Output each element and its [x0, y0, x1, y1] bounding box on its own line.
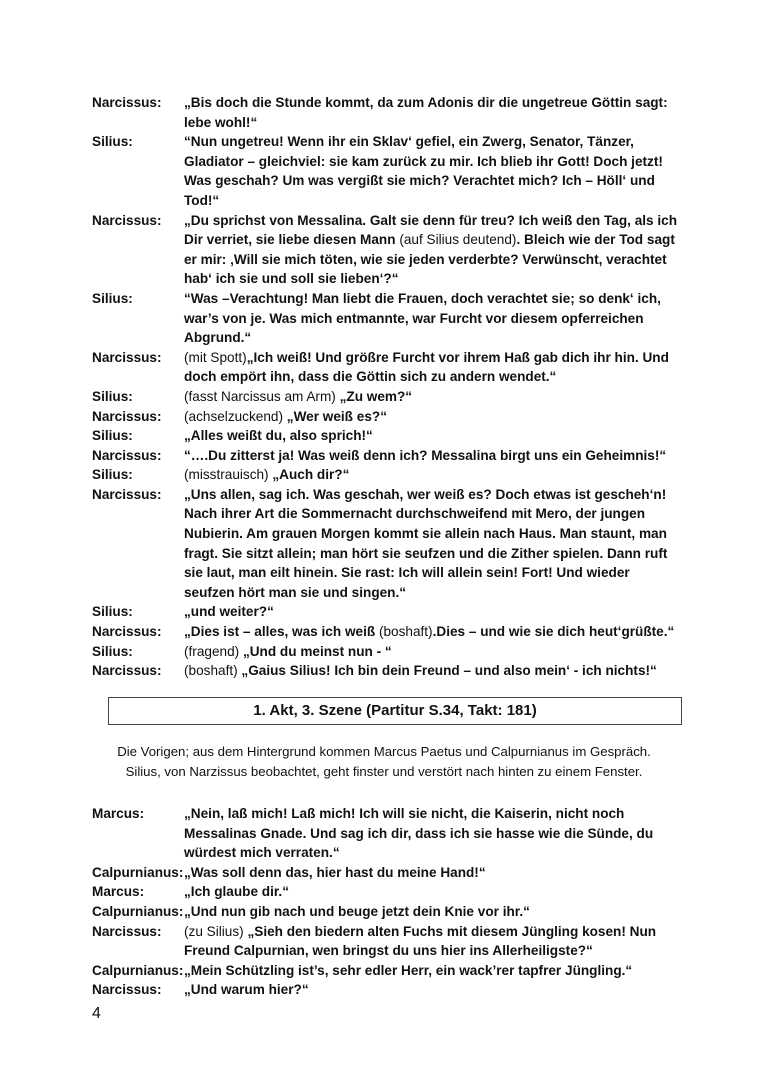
spoken-text: “Was –Verachtung! Man liebt die Frauen, doch verachtet sie; so denk‘ ich, war’s von je. Was mich entmannte, war Furcht vor diesem opferreichen Abgrund.“ — [184, 290, 661, 346]
spoken-text: „Mein Schützling ist’s, sehr edler Herr, ein wack’rer tapfrer Jüngling.“ — [184, 962, 633, 978]
stage-note: (achselzuckend) — [184, 408, 287, 424]
speech-text — [184, 348, 682, 387]
speech-text — [184, 93, 682, 132]
speech-text — [184, 446, 682, 466]
dialogue-line — [92, 661, 682, 681]
dialogue-line — [92, 642, 682, 662]
spoken-text: „Und du meinst nun - “ — [242, 643, 392, 659]
spoken-text: „Alles weißt du, also sprich!“ — [184, 428, 373, 444]
speech-text — [184, 465, 682, 485]
speech-text — [184, 211, 682, 289]
dialogue-line — [92, 980, 682, 1000]
spoken-text: „Du sprichst von Messalina. Galt sie denn für treu? Ich weiß den Tag, als ich Dir verriet, sie liebe diesen Mann — [184, 212, 678, 248]
spoken-text: „und weiter?“ — [184, 604, 274, 620]
speaker-name: Narcissus: — [92, 95, 162, 110]
speaker-name: Narcissus: — [92, 212, 162, 228]
speaker-name: Silius: — [92, 604, 133, 620]
speech-text — [184, 622, 682, 642]
dialogue-line — [92, 485, 682, 603]
speaker-name: Silius: — [92, 134, 133, 150]
speech-text — [184, 882, 682, 902]
spoken-text: “Nun ungetreu! Wenn ihr ein Sklav‘ gefiel, ein Zwerg, Senator, Tänzer, Gladiator – gleichviel: sie kam zurück zu mir. Ich blieb ihr Gott! Doch jetzt! Was geschah? Um was vergißt sie mich? Verachtet mich? Ich – Höll‘ und Tod!“ — [184, 134, 663, 208]
dialogue-line — [92, 804, 682, 863]
spoken-text: „Und warum hier?“ — [184, 982, 309, 998]
dialogue-block-1 — [92, 93, 682, 681]
dialogue-line — [92, 922, 682, 961]
spoken-text: „Und nun gib nach und beuge jetzt dein Knie vor ihr.“ — [184, 903, 530, 919]
speech-text — [184, 863, 682, 883]
dialogue-line — [92, 407, 682, 427]
dialogue-line — [92, 961, 682, 981]
spoken-text: „Sieh den biedern alten Fuchs mit diesem Jüngling kosen! Nun Freund Calpurnian, wen bringst du uns hier ins Allerheiligste?“ — [184, 923, 657, 959]
dialogue-line — [92, 93, 682, 132]
spoken-text: . Bleich wie der Tod sagt er mir: ‚Will sie mich töten, wie sie jeden verderbte? Verwünscht, verachtet hab‘ ich sie und soll sie lieben‘?“ — [184, 232, 675, 287]
speaker-name: Narcissus: — [92, 982, 162, 998]
spoken-text: „Auch dir?“ — [272, 467, 350, 483]
dialogue-line — [92, 211, 682, 289]
scene-heading: 1. Akt, 3. Szene (Partitur S.34, Takt: 181) — [108, 697, 682, 725]
speech-text — [184, 804, 682, 863]
speaker-name: Silius: — [92, 290, 133, 306]
spoken-text: “….Du zitterst ja! Was weiß denn ich? Messalina birgt uns ein Geheimnis!“ — [184, 447, 667, 463]
speech-text — [184, 387, 682, 407]
dialogue-line — [92, 426, 682, 446]
speech-text — [184, 407, 682, 427]
speech-text — [184, 485, 682, 603]
speaker-name: Calpurnianus: — [92, 864, 184, 880]
speech-text — [184, 289, 682, 348]
spoken-text: „Uns allen, sag ich. Was geschah, wer weiß es? Doch etwas ist gescheh‘n! Nach ihrer Art die Sommernacht durchschweifend mit Mero, der jungen Nubierin. Am grauen Morgen kommt sie allein nach Haus. Man staunt, man fragt. Sie sitzt allein; man hört sie seufzen und die Zither spielen. Dann ruft sie laut, man eilt hinein. Sie rast: Ich will allein sein! Fort! Und wieder seufzen hört man sie und singen.“ — [184, 486, 668, 600]
dialogue-line — [92, 902, 682, 922]
speaker-name: Narcissus: — [92, 923, 162, 939]
speaker-name: Silius: — [92, 467, 133, 483]
speaker-name: Silius: — [92, 428, 133, 444]
spoken-text: „Bis doch die Stunde kommt, da zum Adonis dir die ungetreue Göttin sagt: lebe wohl!“ — [184, 95, 668, 130]
spoken-text: „Nein, laß mich! Laß mich! Ich will sie nicht, die Kaiserin, nicht noch Messalinas Gnade. Und sag ich dir, dass ich sie hasse wie die Sünde, du würdest mich verraten.“ — [184, 806, 654, 861]
speech-text — [184, 980, 682, 1000]
dialogue-line — [92, 289, 682, 348]
speaker-name: Narcissus: — [92, 663, 162, 679]
stage-direction-line-1: Die Vorigen; aus dem Hintergrund kommen Marcus Paetus und Calpurnianus im Gespräch. — [117, 744, 651, 759]
speech-text — [184, 132, 682, 210]
stage-note: (fragend) — [184, 643, 243, 659]
speaker-name: Calpurnianus: — [92, 903, 184, 919]
stage-note: (misstrauisch) — [184, 467, 273, 483]
stage-note: (mit Spott) — [184, 349, 247, 365]
spoken-text: „Ich weiß! Und größre Furcht vor ihrem Haß gab dich ihr hin. Und doch empört ihn, dass die Göttin sich zu andern wendet.“ — [184, 349, 669, 385]
dialogue-line — [92, 348, 682, 387]
speech-text — [184, 661, 682, 681]
speaker-name: Marcus: — [92, 806, 145, 821]
spoken-text: „Dies ist – alles, was ich weiß — [184, 624, 379, 640]
speech-text — [184, 922, 682, 961]
speaker-name: Narcissus: — [92, 349, 162, 365]
speaker-name: Marcus: — [92, 884, 145, 900]
page-number: 4 — [92, 1005, 101, 1022]
spoken-text: „Was soll denn das, hier hast du meine Hand!“ — [184, 864, 486, 880]
speech-text — [184, 602, 682, 622]
speaker-name: Narcissus: — [92, 447, 162, 463]
speech-text — [184, 642, 682, 662]
dialogue-line — [92, 446, 682, 466]
dialogue-line — [92, 602, 682, 622]
speech-text — [184, 961, 682, 981]
stage-note: (fasst Narcissus am Arm) — [184, 388, 340, 404]
spoken-text: „Wer weiß es?“ — [286, 408, 387, 424]
stage-note: (zu Silius) — [184, 923, 248, 939]
spoken-text: „Ich glaube dir.“ — [184, 884, 289, 900]
stage-note: (boshaft) — [184, 663, 242, 679]
speaker-name: Silius: — [92, 643, 133, 659]
spoken-text: .Dies – und wie sie dich heut‘grüßte.“ — [432, 624, 675, 640]
speaker-name: Calpurnianus: — [92, 962, 184, 978]
dialogue-line — [92, 863, 682, 883]
speech-text — [184, 426, 682, 446]
speaker-name: Silius: — [92, 388, 133, 404]
dialogue-line — [92, 387, 682, 407]
spoken-text: „Gaius Silius! Ich bin dein Freund – und also mein‘ - ich nichts!“ — [241, 663, 657, 679]
stage-direction — [80, 742, 688, 781]
stage-note: (boshaft) — [378, 624, 433, 640]
dialogue-block-2 — [92, 804, 682, 1000]
stage-direction-line-2: Silius, von Narzissus beobachtet, geht finster und verstört nach hinten zu einem Fenster. — [125, 763, 643, 779]
dialogue-line — [92, 882, 682, 902]
dialogue-line — [92, 622, 682, 642]
spoken-text: „Zu wem?“ — [339, 388, 413, 404]
speaker-name: Narcissus: — [92, 408, 162, 424]
speaker-name: Narcissus: — [92, 624, 162, 640]
stage-note: (auf Silius deutend) — [399, 232, 517, 248]
speaker-name: Narcissus: — [92, 486, 162, 502]
dialogue-line — [92, 465, 682, 485]
speech-text — [184, 902, 682, 922]
dialogue-line — [92, 132, 682, 210]
